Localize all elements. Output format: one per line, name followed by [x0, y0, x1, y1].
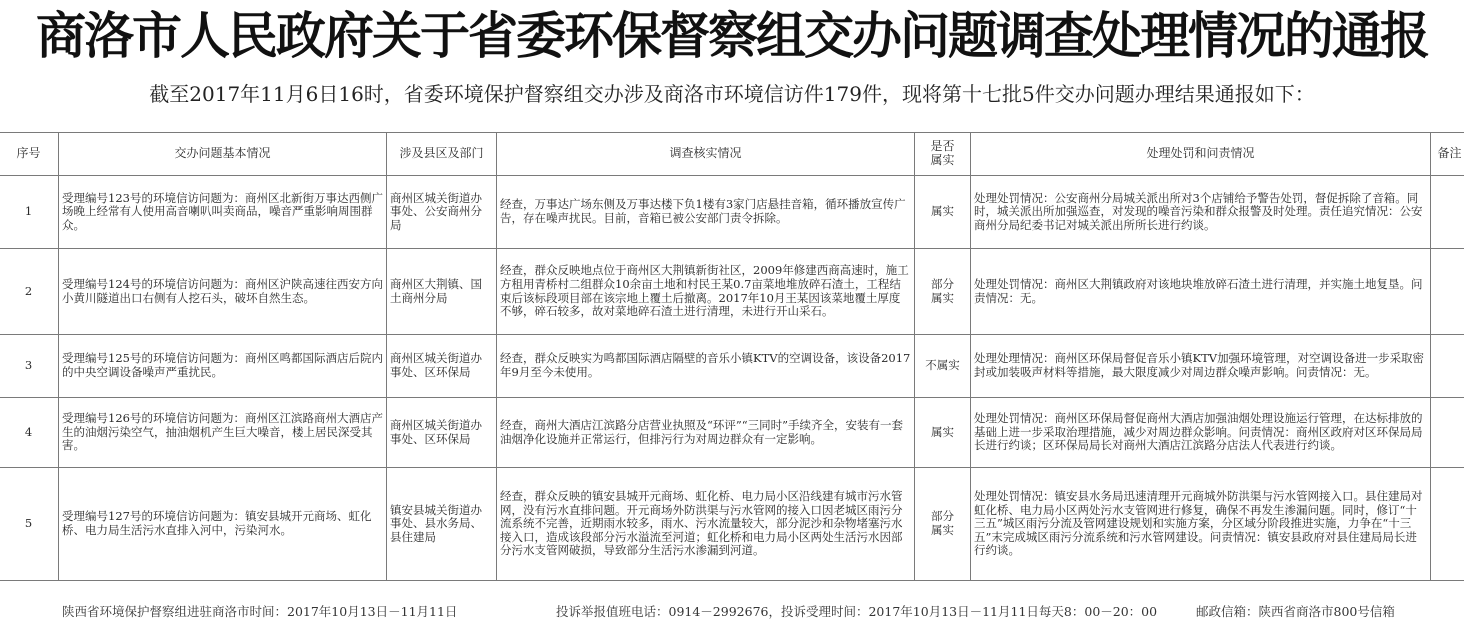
row-issue: 受理编号126号的环境信访问题为：商州区江滨路商州大酒店产生的油烟污染空气，抽油烟机产生巨大噪音，楼上居民深受其害。 [59, 398, 387, 468]
row-dept: 商州区城关街道办事处、公安商州分局 [387, 176, 497, 249]
footer [0, 598, 1464, 620]
row-note [1431, 468, 1464, 581]
row-finding: 经查，群众反映的镇安县城开元商场、虹化桥、电力局小区沿线建有城市污水管网，没有污水直排问题。开元商场外防洪渠与污水管网的接入口因老城区雨污分流系统不完善，近期雨水较多，雨水、污水流量较大，部分泥沙和杂物堵塞污水接入口，造成该段部分污水溢流至河道；虹化桥和电力局小区两处生活污水因部分污水支管网破损，导致部分生活污水渗漏到河道。 [497, 468, 915, 581]
row-verdict: 部分属实 [915, 468, 971, 581]
row-handling: 处理处理情况：商州区环保局督促音乐小镇KTV加强环境管理，对空调设备进一步采取密封或加装吸声材料等措施，最大限度减少对周边群众噪声影响。问责情况：无。 [971, 335, 1431, 398]
header-handling: 处理处罚和问责情况 [971, 133, 1431, 176]
header-finding: 调查核实情况 [497, 133, 915, 176]
row-handling: 处理处罚情况：镇安县水务局迅速清理开元商城外防洪渠与污水管网接入口。县住建局对虹化桥、电力局小区两处污水支管网进行修复，确保不再发生渗漏问题。同时，修订“十三五”城区雨污分流及管网建设规划和实施方案，分区域分阶段推进实施，力争在“十三五”末完成城区雨污分流系统和污水管网建设。问责情况：镇安县政府对县住建局局长进行约谈。 [971, 468, 1431, 581]
footer-mailbox: 邮政信箱：陕西省商洛市800号信箱 [1196, 604, 1395, 619]
row-note [1431, 176, 1464, 249]
row-issue: 受理编号123号的环境信访问题为：商州区北新街万事达西侧广场晚上经常有人使用高音喇叭叫卖商品，噪音严重影响周围群众。 [59, 176, 387, 249]
row-note [1431, 249, 1464, 335]
row-note [1431, 398, 1464, 468]
row-finding: 经查，商州大酒店江滨路分店营业执照及“环评”“三同时”手续齐全，安装有一套油烟净化设施并正常运行，但排污行为对周边群众有一定影响。 [497, 398, 915, 468]
notice-title: 商洛市人民政府关于省委环保督察组交办问题调查处理情况的通报 [36, 7, 1428, 65]
row-no: 5 [0, 468, 59, 581]
header-dept: 涉及县区及部门 [387, 133, 497, 176]
header-issue: 交办问题基本情况 [59, 133, 387, 176]
header-note: 备注 [1431, 133, 1464, 176]
row-handling: 处理处罚情况：商州区环保局督促商州大酒店加强油烟处理设施运行管理，在达标排放的基础上进一步采取治理措施，减少对周边群众影响。问责情况：商州区政府对区环保局局长进行约谈；区环保局局长对商州大酒店江滨路分店法人代表进行约谈。 [971, 398, 1431, 468]
row-handling: 处理处罚情况：公安商州分局城关派出所对3个店铺给予警告处罚，督促拆除了音箱。同时，城关派出所加强巡查，对发现的噪音污染和群众报警及时处理。责任追究情况：公安商州分局纪委书记对城关派出所所长进行约谈。 [971, 176, 1431, 249]
notice-subtitle: 截至2017年11月6日16时，省委环境保护督察组交办涉及商洛市环境信访件179件，现将第十七批5件交办问题办理结果通报如下： [149, 82, 1315, 106]
row-verdict: 属实 [915, 398, 971, 468]
footer-inspection-period: 陕西省环境保护督察组进驻商洛市时间：2017年10月13日－11月11日 [62, 604, 458, 619]
table-row [0, 468, 1464, 581]
row-issue: 受理编号124号的环境信访问题为：商州区沪陕高速往西安方向小黄川隧道出口右侧有人挖石头，破坏自然生态。 [59, 249, 387, 335]
row-dept: 镇安县城关街道办事处、县水务局、县住建局 [387, 468, 497, 581]
row-issue: 受理编号125号的环境信访问题为：商州区鸣都国际酒店后院内的中央空调设备噪声严重扰民。 [59, 335, 387, 398]
table-row [0, 176, 1464, 249]
header-verdict: 是否属实 [915, 133, 971, 176]
table-header-row [0, 133, 1464, 176]
table-row [0, 249, 1464, 335]
row-dept: 商州区城关街道办事处、区环保局 [387, 335, 497, 398]
row-verdict: 属实 [915, 176, 971, 249]
results-table [0, 132, 1464, 581]
row-no: 1 [0, 176, 59, 249]
row-no: 4 [0, 398, 59, 468]
row-dept: 商州区大荆镇、国土商州分局 [387, 249, 497, 335]
row-note [1431, 335, 1464, 398]
row-finding: 经查，群众反映地点位于商州区大荆镇新街社区，2009年修建西商高速时，施工方租用青桥村二组群众10余亩土地和村民王某0.7亩菜地堆放碎石渣土，工程结束后该标段项目部在该宗地上覆土后撤离。2017年10月王某因该菜地覆土厚度不够，碎石较多，故对菜地碎石渣土进行清理，未进行开山采石。 [497, 249, 915, 335]
header-no: 序号 [0, 133, 59, 176]
footer-hotline: 投诉举报值班电话：0914－2992676，投诉受理时间：2017年10月13日－11月11日每天8：00－20：00 [556, 604, 1158, 619]
row-finding: 经查，万事达广场东侧及万事达楼下负1楼有3家门店悬挂音箱，循环播放宣传广告，存在噪声扰民。目前，音箱已被公安部门责令拆除。 [497, 176, 915, 249]
row-handling: 处理处罚情况：商州区大荆镇政府对该地块堆放碎石渣土进行清理，并实施土地复垦。问责情况：无。 [971, 249, 1431, 335]
table-row [0, 398, 1464, 468]
row-issue: 受理编号127号的环境信访问题为：镇安县城开元商场、虹化桥、电力局生活污水直排入河中，污染河水。 [59, 468, 387, 581]
row-no: 2 [0, 249, 59, 335]
table-row [0, 335, 1464, 398]
row-no: 3 [0, 335, 59, 398]
row-verdict: 部分属实 [915, 249, 971, 335]
row-finding: 经查，群众反映实为鸣都国际酒店隔壁的音乐小镇KTV的空调设备，该设备2017年9月至今未使用。 [497, 335, 915, 398]
row-dept: 商州区城关街道办事处、区环保局 [387, 398, 497, 468]
row-verdict: 不属实 [915, 335, 971, 398]
